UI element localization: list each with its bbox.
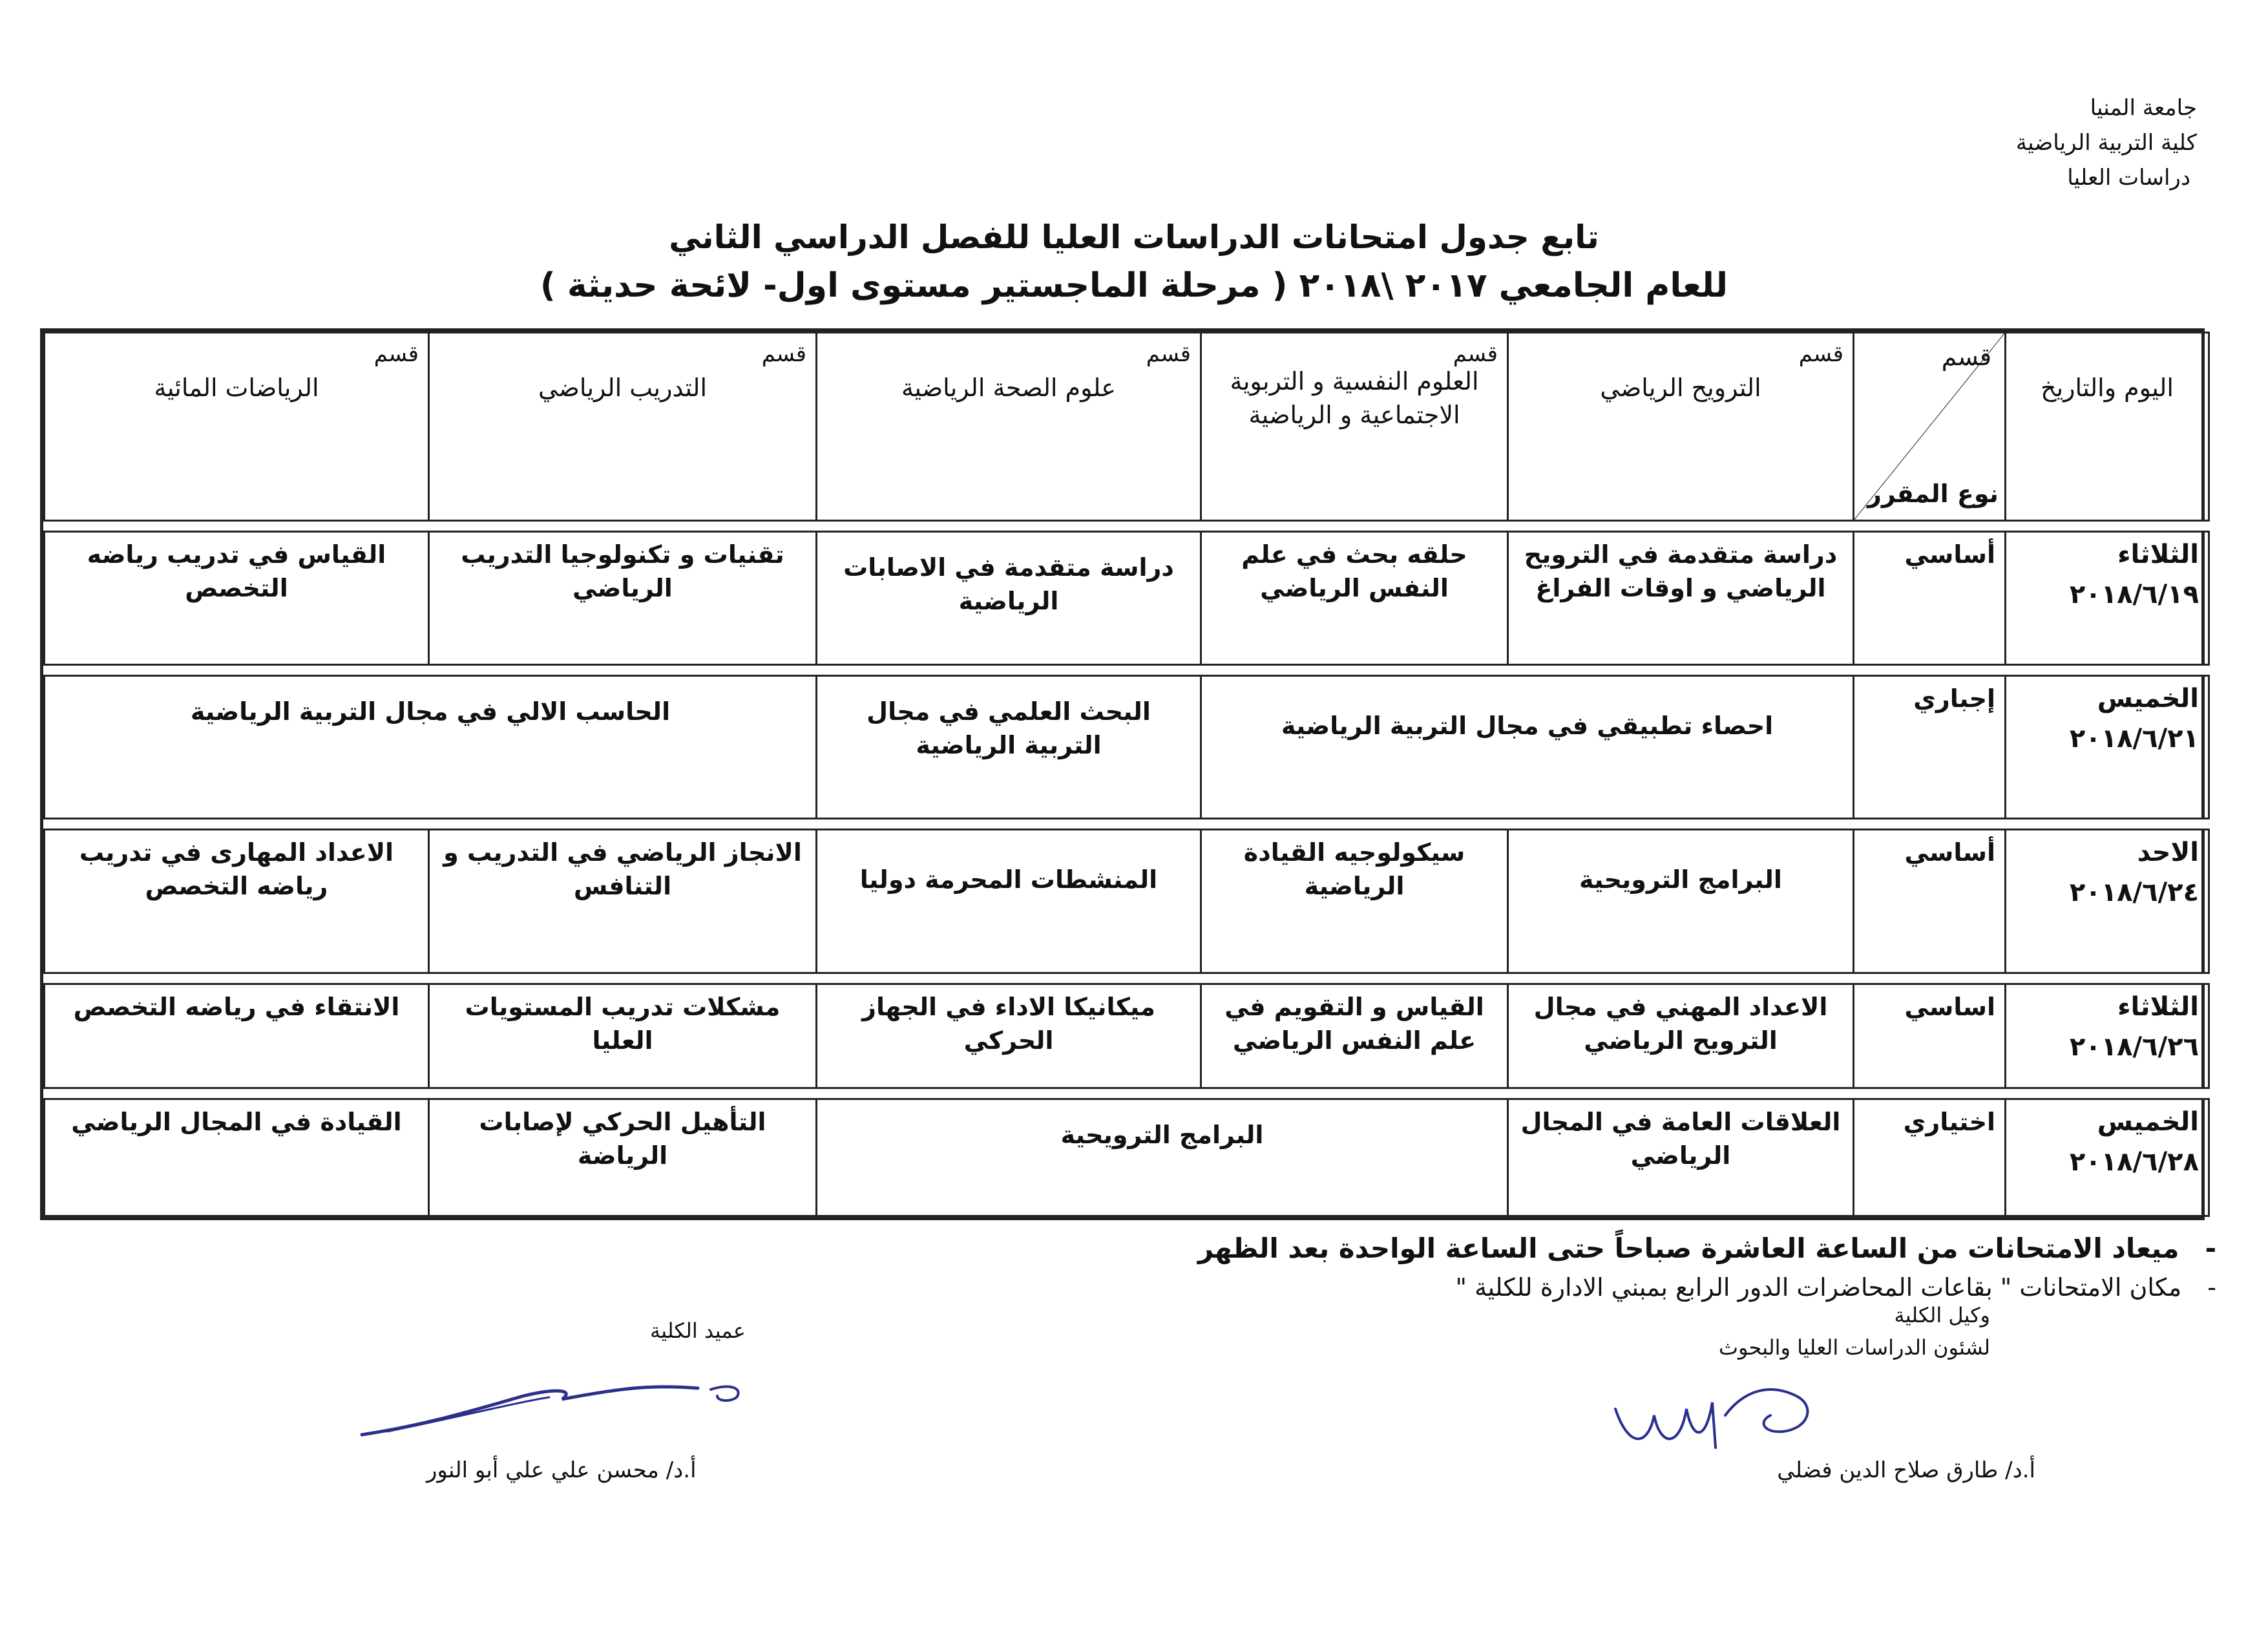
row-day: الخميس <box>2097 684 2199 714</box>
vice-dean-title <box>1719 1299 1990 1364</box>
header-training-dept: قسم <box>761 341 806 367</box>
cell-psych: حلقه بحث في علم النفس الرياضي <box>1201 531 1508 664</box>
table-header-row <box>45 333 2209 521</box>
header-dept-label: قسم <box>1941 343 1991 371</box>
note-exam-place-text: مكان الامتحانات " بقاعات المحاضرات الدور الرابع بمبني الادارة للكلية " <box>1455 1273 2182 1302</box>
cell-psych: القياس و التقويم في علم النفس الرياضي <box>1201 984 1508 1088</box>
cell-health: دراسة متقدمة في الاصابات الرياضية <box>817 531 1201 664</box>
document-subtitle <box>0 266 2268 305</box>
vice-dean-signature <box>1602 1370 1835 1454</box>
header-aquatic <box>45 333 429 521</box>
header-psych <box>1201 333 1508 521</box>
dean-name: أ.د/ محسن علي علي أبو النور <box>426 1457 697 1483</box>
exam-notes <box>1198 1229 2216 1307</box>
table-row <box>45 1099 2209 1216</box>
header-course-type <box>1854 333 2006 521</box>
row-day: الخميس <box>2097 1106 2199 1137</box>
note-exam-place <box>1198 1268 2216 1307</box>
row-date: ٢٠١٨/٦/٢٨ <box>2069 1146 2199 1177</box>
note-bullet: - <box>2207 1273 2216 1302</box>
table-row <box>45 830 2209 973</box>
cell-merged-psych-health: البرامج الترويحية <box>817 1099 1508 1216</box>
header-training <box>429 333 817 521</box>
row-course-type: أساسي <box>1854 830 2006 973</box>
vice-dean-title-line2: لشئون الدراسات العليا والبحوث <box>1718 1335 1990 1360</box>
row-day: الثلاثاء <box>2117 991 2199 1022</box>
cell-training: الانجاز الرياضي في التدريب و التنافس <box>429 830 817 973</box>
row-course-type: اساسي <box>1854 984 2006 1088</box>
header-day-date-label: اليوم والتاريخ <box>2041 374 2174 402</box>
schedule-table <box>43 332 2210 1217</box>
cell-recreation: البرامج الترويحية <box>1508 830 1854 973</box>
note-bullet: - <box>2205 1232 2216 1264</box>
document-title: تابع جدول امتحانات الدراسات العليا للفصل الدراسي الثاني <box>669 218 1599 256</box>
cell-training: مشكلات تدريب المستويات العليا <box>429 984 817 1088</box>
cell-merged-recreation-psych: احصاء تطبيقي في مجال التربية الرياضية <box>1201 676 1854 819</box>
row-date: ٢٠١٨/٦/٢١ <box>2069 724 2199 754</box>
table-row <box>45 676 2209 819</box>
header-course-type-label: نوع المقرر <box>1867 479 1999 508</box>
header-aquatic-dept: قسم <box>373 341 419 367</box>
row-date: ٢٠١٨/٦/٢٦ <box>2069 1031 2199 1062</box>
header-training-label: التدريب الرياضي <box>538 374 708 402</box>
header-health-label: علوم الصحة الرياضية <box>901 374 1116 402</box>
row-day-date <box>2006 830 2209 973</box>
header-aquatic-label: الرياضات المائية <box>154 374 319 402</box>
table-row <box>45 531 2209 664</box>
document-subtitle-text: للعام الجامعي ٢٠١٧ \٢٠١٨ ( مرحلة الماجستير مستوى اول- لائحة حديثة ) <box>540 266 1728 305</box>
header-health-dept: قسم <box>1146 341 1191 367</box>
cell-recreation: دراسة متقدمة في الترويح الرياضي و اوقات الفراغ <box>1508 531 1854 664</box>
row-course-type: إجباري <box>1854 676 2006 819</box>
note-exam-time <box>1198 1229 2216 1268</box>
row-course-type: اختياري <box>1854 1099 2006 1216</box>
institution-header <box>2016 90 2197 195</box>
row-day: الثلاثاء <box>2117 539 2199 569</box>
row-day: الاحد <box>2137 838 2199 868</box>
header-psych-label: العلوم النفسية و التربوية الاجتماعية و الرياضية <box>1230 367 1479 429</box>
row-day-date <box>2006 531 2209 664</box>
header-health <box>817 333 1201 521</box>
cell-aquatic: القياس في تدريب رياضه التخصص <box>45 531 429 664</box>
table-row <box>45 984 2209 1088</box>
header-day-date <box>2006 333 2209 521</box>
vice-dean-title-line1: وكيل الكلية <box>1894 1303 1990 1327</box>
header-recreation <box>1508 333 1854 521</box>
cell-health: البحث العلمي في مجال التربية الرياضية <box>817 676 1201 819</box>
row-day-date <box>2006 1099 2209 1216</box>
header-recreation-label: الترويح الرياضي <box>1600 374 1761 402</box>
header-psych-dept: قسم <box>1453 341 1498 367</box>
cell-aquatic: الانتقاء في رياضه التخصص <box>45 984 429 1088</box>
schedule-table-frame <box>40 328 2205 1220</box>
cell-recreation: الاعداد المهني في مجال الترويح الرياضي <box>1508 984 1854 1088</box>
row-date: ٢٠١٨/٦/١٩ <box>2069 579 2199 609</box>
cell-aquatic: القيادة في المجال الرياضي <box>45 1099 429 1216</box>
cell-psych: سيكولوجيه القيادة الرياضية <box>1201 830 1508 973</box>
faculty-name: كلية التربية الرياضية <box>2015 130 2197 156</box>
department-name: دراسات العليا <box>2067 165 2190 191</box>
row-date: ٢٠١٨/٦/٢٤ <box>2069 878 2199 908</box>
dean-signature <box>349 1370 762 1441</box>
dean-title: عميد الكلية <box>650 1318 746 1343</box>
cell-aquatic: الاعداد المهارى في تدريب رياضه التخصص <box>45 830 429 973</box>
cell-health: ميكانيكا الاداء في الجهاز الحركي <box>817 984 1201 1088</box>
row-course-type: أساسي <box>1854 531 2006 664</box>
row-day-date <box>2006 984 2209 1088</box>
note-exam-time-text: ميعاد الامتحانات من الساعة العاشرة صباحاً حتى الساعة الواحدة بعد الظهر <box>1197 1232 2179 1264</box>
university-name: جامعة المنيا <box>2090 95 2197 121</box>
cell-health: المنشطات المحرمة دوليا <box>817 830 1201 973</box>
header-recreation-dept: قسم <box>1798 341 1843 367</box>
cell-training: التأهيل الحركي لإصابات الرياضة <box>429 1099 817 1216</box>
cell-recreation: العلاقات العامة في المجال الرياضي <box>1508 1099 1854 1216</box>
vice-dean-name: أ.د/ طارق صلاح الدين فضلي <box>1777 1457 2035 1483</box>
row-day-date <box>2006 676 2209 819</box>
cell-training: تقنيات و تكنولوجيا التدريب الرياضي <box>429 531 817 664</box>
cell-merged-training-aquatic: الحاسب الالي في مجال التربية الرياضية <box>45 676 817 819</box>
